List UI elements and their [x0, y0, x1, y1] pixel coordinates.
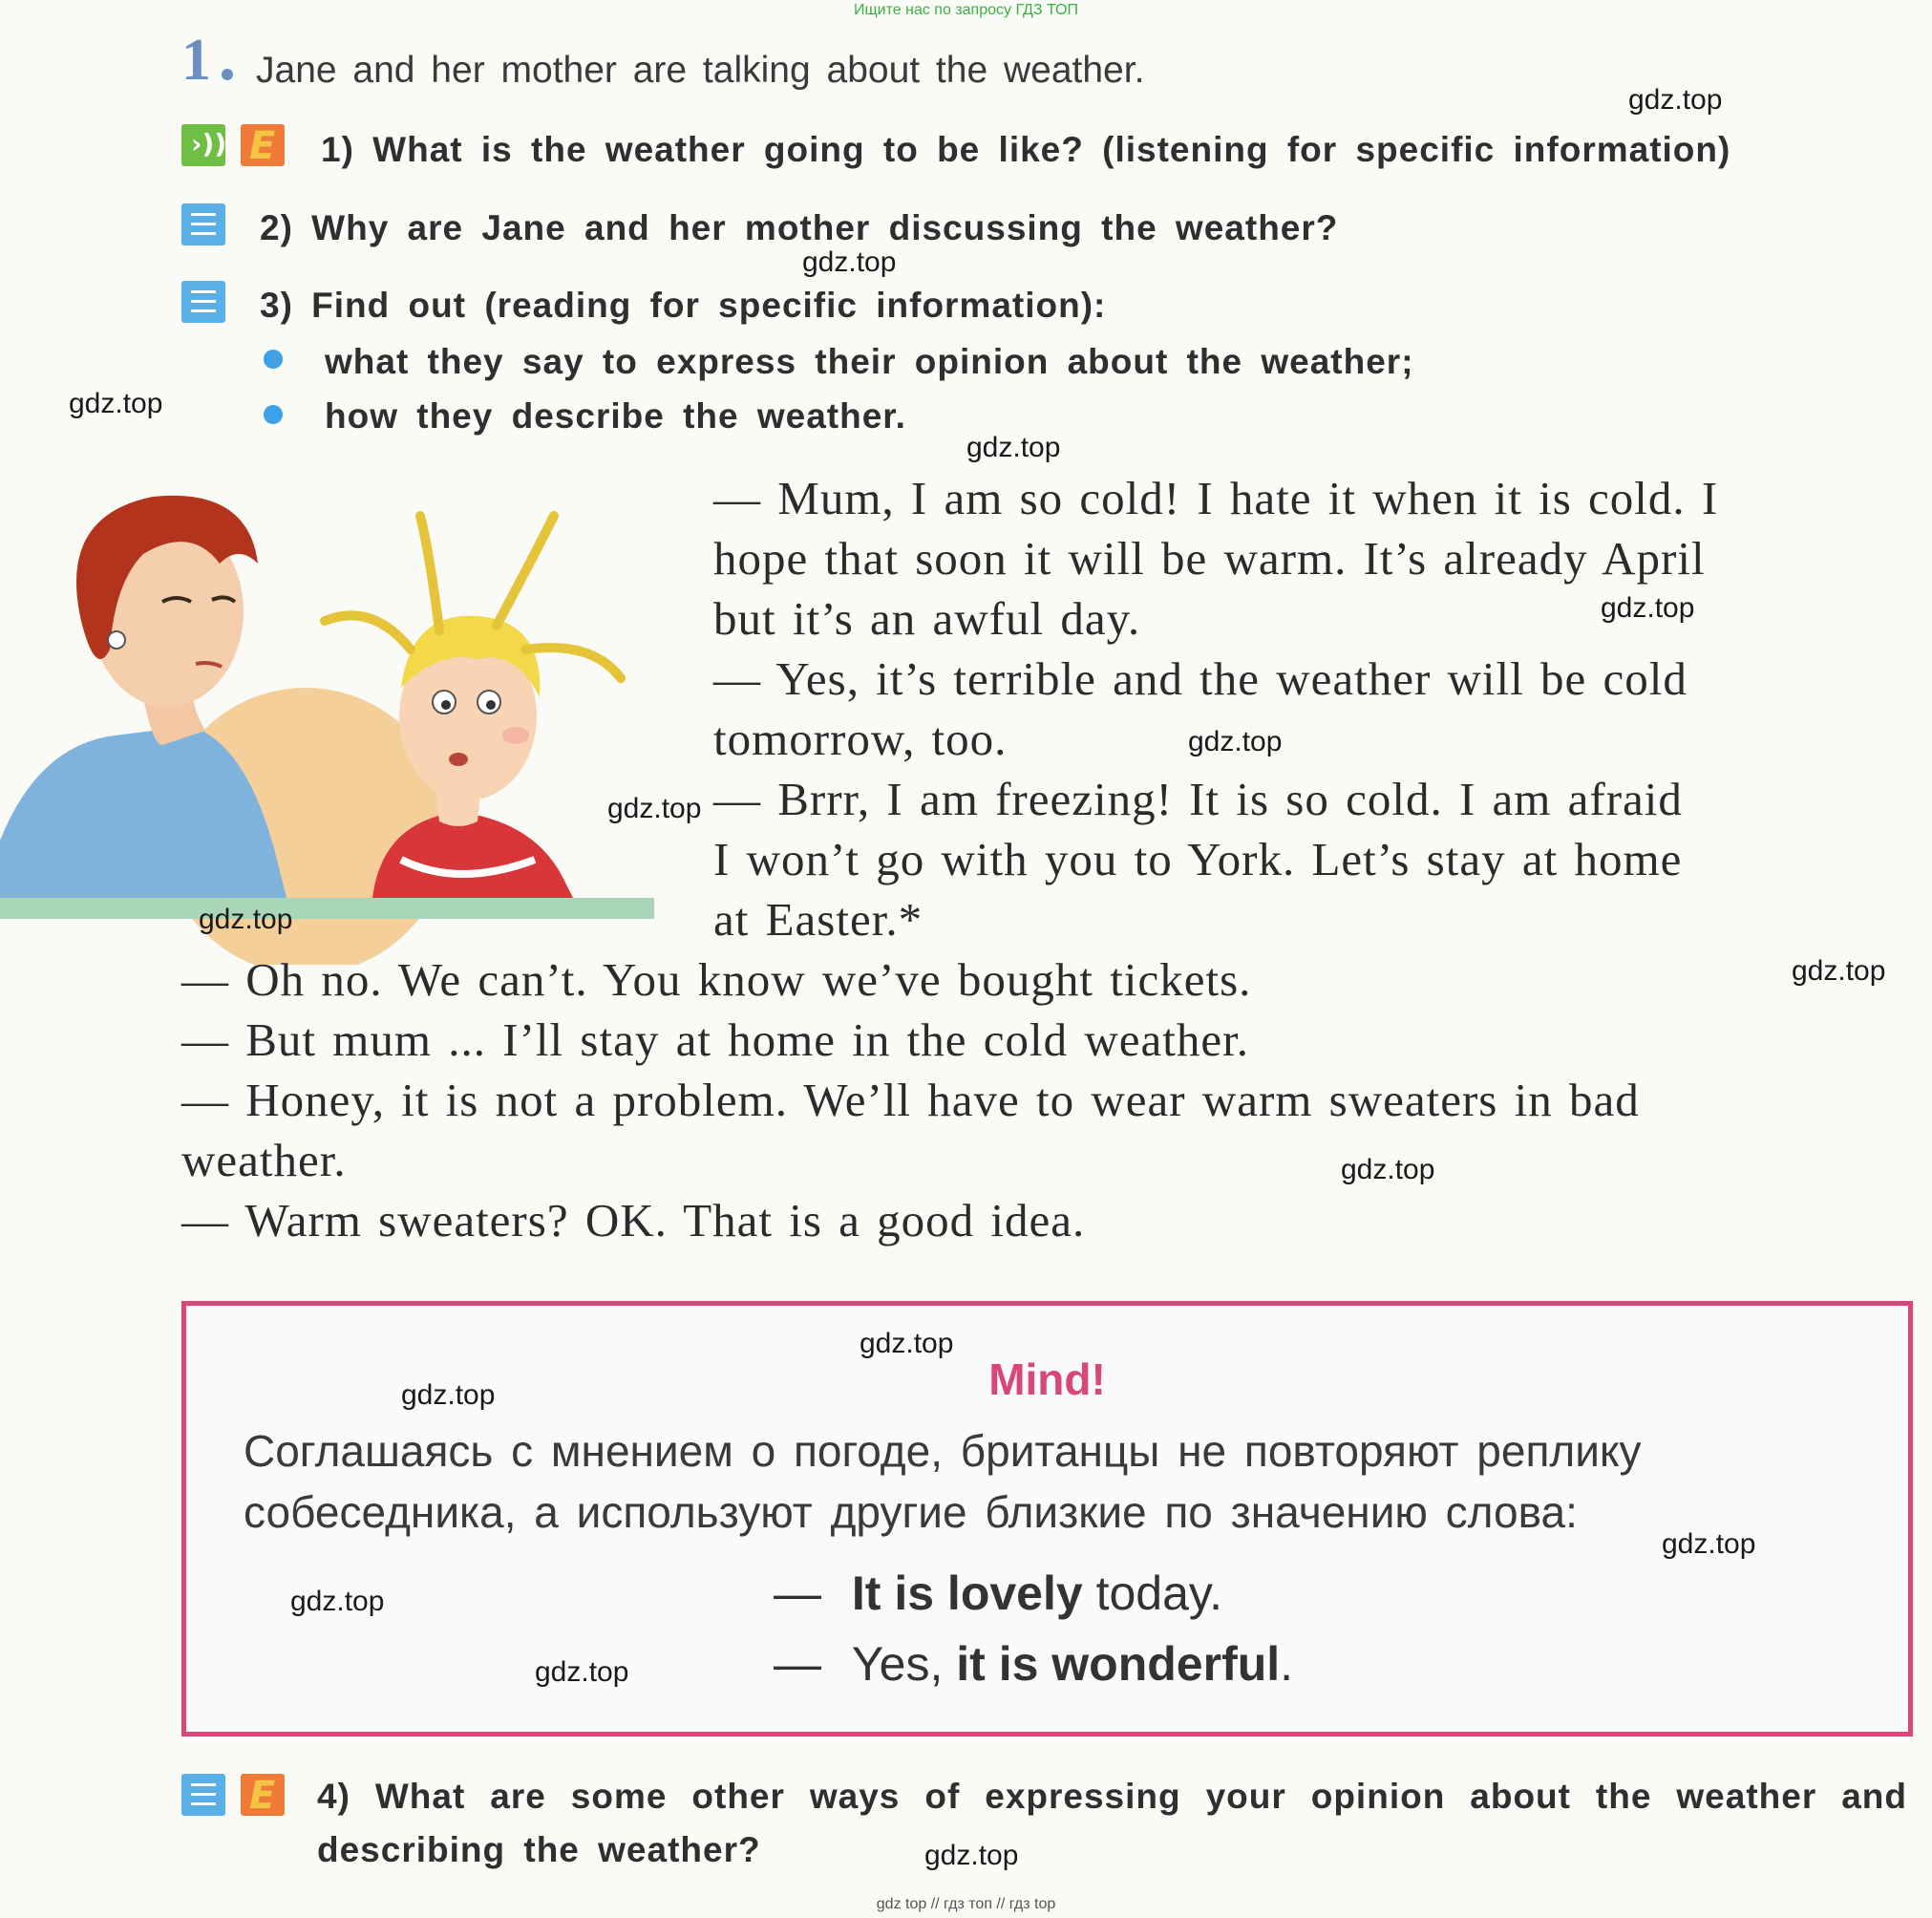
- dialog-line: at Easter.*: [713, 893, 924, 946]
- example-plain: today.: [1082, 1566, 1223, 1620]
- watermark: gdz.top: [1188, 726, 1283, 757]
- bullet-icon: [264, 350, 283, 369]
- watermark: gdz.top: [1601, 592, 1695, 624]
- example-bold: it is wonderful: [956, 1637, 1281, 1691]
- task-4-line: describing the weather?: [317, 1830, 761, 1869]
- mind-example-2: [774, 1636, 1293, 1692]
- top-search-note: Ищите нас по запросу ГДЗ ТОП: [854, 2, 1078, 18]
- dialog-line: — Oh no. We can’t. You know we’ve bought tickets.: [181, 953, 1252, 1006]
- dialog-line: but it’s an awful day.: [713, 592, 1141, 645]
- mind-text-line: собеседника, а используют другие близкие по значению слова:: [244, 1487, 1578, 1537]
- watermark: gdz.top: [535, 1656, 629, 1688]
- mind-title: Mind!: [988, 1354, 1106, 1404]
- audio-icon: ›)): [181, 124, 225, 166]
- mother-and-daughter-illustration: [0, 458, 659, 965]
- dialog-full-width: [181, 949, 1908, 1250]
- exercise-number-dot: [222, 69, 233, 80]
- dialog-line: — But mum ... I’ll stay at home in the cold weather.: [181, 1013, 1249, 1066]
- e-icon: E: [241, 124, 285, 166]
- dash: —: [774, 1637, 821, 1691]
- watermark: gdz.top: [1792, 955, 1886, 987]
- reading-icon: [181, 1774, 225, 1816]
- exercise-title: Jane and her mother are talking about the weather.: [256, 50, 1145, 91]
- mind-text: [244, 1420, 1858, 1543]
- dash: —: [774, 1566, 821, 1620]
- bullet-item-2: how they describe the weather.: [325, 396, 906, 436]
- reading-icon: [181, 203, 225, 245]
- watermark: gdz.top: [199, 904, 293, 935]
- example-bold: It is lovely: [851, 1566, 1083, 1620]
- mind-example-1: [774, 1566, 1222, 1621]
- watermark: gdz.top: [966, 432, 1061, 463]
- watermark: gdz.top: [860, 1328, 954, 1359]
- dialog-line: — Mum, I am so cold! I hate it when it is cold. I: [713, 472, 1719, 524]
- dialog-line: — Brrr, I am freezing! It is so cold. I am afraid: [713, 773, 1683, 825]
- mind-box: [181, 1301, 1913, 1737]
- watermark: gdz.top: [802, 246, 897, 278]
- watermark: gdz.top: [1662, 1528, 1756, 1560]
- example-plain: Yes,: [851, 1637, 957, 1691]
- task-4-text: [317, 1777, 1907, 1870]
- dialog-line: tomorrow, too.: [713, 713, 1008, 765]
- task-2-text: 2) Why are Jane and her mother discussing the weather?: [260, 208, 1339, 247]
- bullet-icon: [264, 405, 283, 424]
- task-3-text: 3) Find out (reading for specific information):: [260, 286, 1107, 325]
- dialog-line: weather.: [181, 1134, 347, 1186]
- watermark: gdz.top: [924, 1840, 1019, 1871]
- watermark: gdz.top: [1341, 1154, 1435, 1185]
- watermark: gdz.top: [401, 1379, 496, 1411]
- dialog-line: — Warm sweaters? OK. That is a good idea.: [181, 1194, 1086, 1247]
- dialog-line: hope that soon it will be warm. It’s already April: [713, 532, 1706, 585]
- dialog-right-column: [713, 468, 1907, 949]
- e-icon: E: [241, 1774, 285, 1816]
- watermark: gdz.top: [1628, 84, 1723, 116]
- watermark: gdz.top: [69, 388, 163, 419]
- task-1-text: 1) What is the weather going to be like? (listening for specific information): [321, 130, 1731, 169]
- bullet-item-1: what they say to express their opinion about the weather;: [325, 342, 1414, 381]
- reading-icon: [181, 281, 225, 323]
- dialog-line: — Honey, it is not a problem. We’ll have to wear warm sweaters in bad: [181, 1074, 1640, 1126]
- watermark: gdz.top: [607, 793, 702, 824]
- exercise-number: 1: [181, 28, 211, 93]
- watermark: gdz.top: [290, 1586, 385, 1617]
- mind-text-line: Соглашаясь с мнением о погоде, британцы не повторяют реплику: [244, 1426, 1642, 1476]
- dialog-line: — Yes, it’s terrible and the weather will be cold: [713, 652, 1688, 705]
- dialog-line: I won’t go with you to York. Let’s stay at home: [713, 833, 1683, 885]
- bottom-note: gdz top // гдз топ // гдз top: [876, 1896, 1056, 1912]
- example-plain: .: [1280, 1637, 1294, 1691]
- task-4-line: 4) What are some other ways of expressing your opinion about the weather and: [317, 1777, 1907, 1816]
